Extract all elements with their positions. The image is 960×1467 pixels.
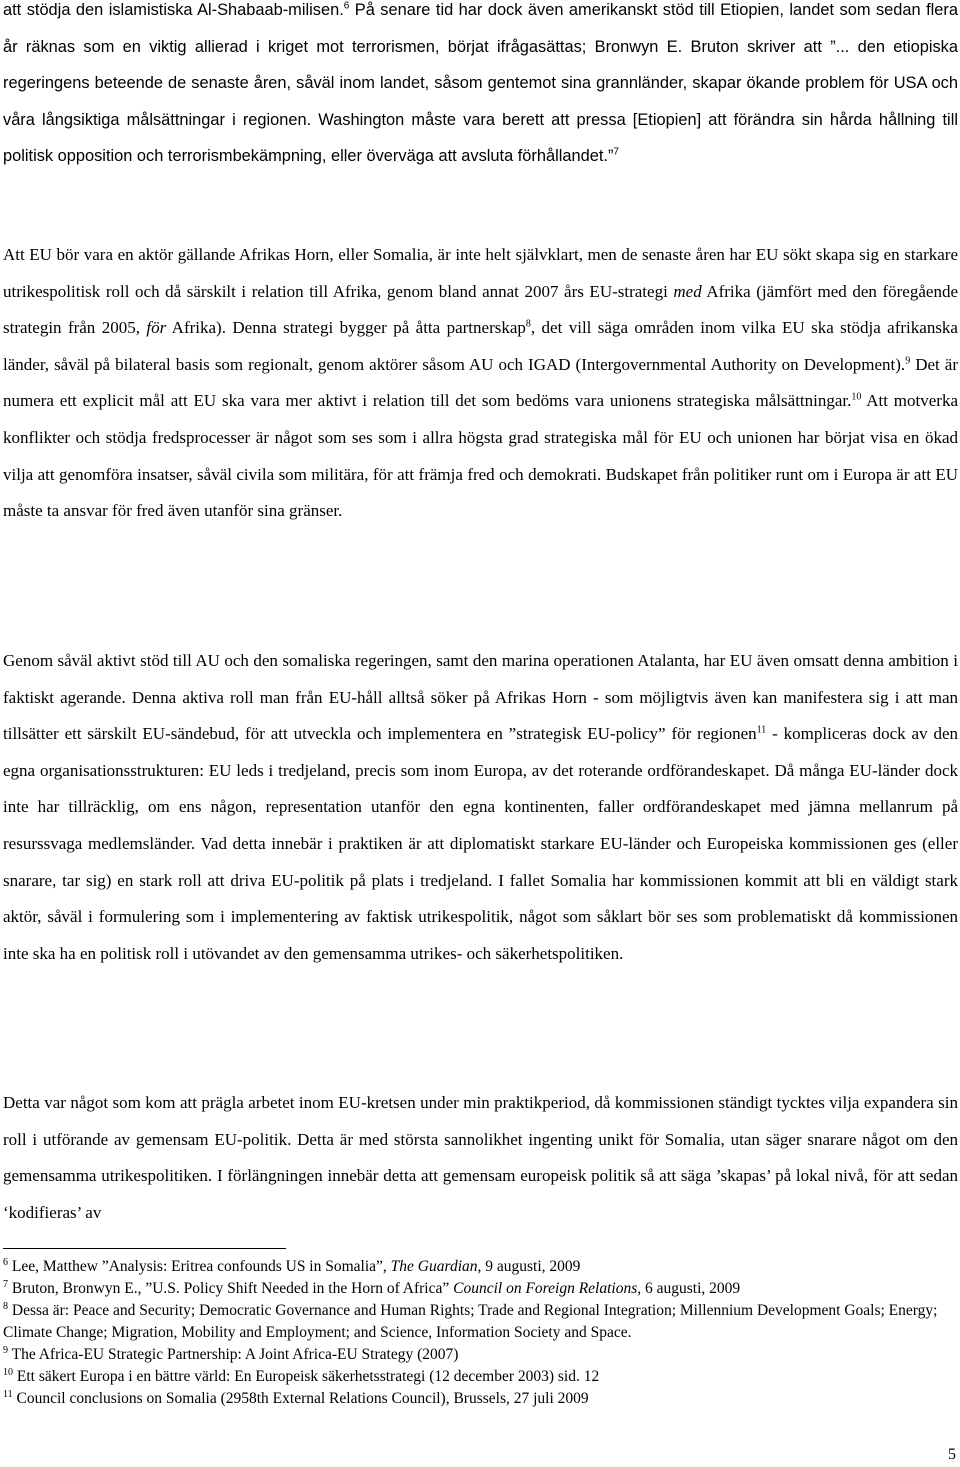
emphasis-med: med <box>673 281 702 301</box>
footnote-ref-9[interactable]: 9 <box>905 355 911 367</box>
footnote-number: 11 <box>3 1388 13 1400</box>
footnote-text: The Africa-EU Strategic Partnership: A Joint Africa-EU Strategy (2007) <box>8 1346 459 1363</box>
footnote-number: 10 <box>3 1366 13 1378</box>
paragraph-4-text: Detta var något som kom att prägla arbetet inom EU-kretsen under min praktikperiod, då kommissionen ständigt tycktes vilja expandera sin roll i utförande av gemensam EU-politik. Detta är med största sannolikhet ingenting unikt för Somalia, utan säger snarare något om den gemensamma utrikespolitiken. I förlängningen innebär detta att gemensam europeisk politik så att säga ’skapas’ på lokal nivå, för att sedan ‘kodifieras’ av <box>3 1093 958 1222</box>
footnote-ref-7[interactable]: 7 <box>613 146 619 158</box>
footnote-number: 9 <box>3 1344 8 1356</box>
footnote-9 <box>3 1344 958 1366</box>
paragraph-2-text-a: Att EU bör vara en aktör gällande Afrikas Horn, eller Somalia, är inte helt självklart, men de senaste åren har EU sökt skapa sig en starkare utrikespolitisk roll och då särskilt i relation till Afrika, genom bland annat 2007 års EU-strategi <box>3 245 958 301</box>
paragraph-3-text-a: Genom såväl aktivt stöd till AU och den somaliska regeringen, samt den marina operationen Atalanta, har EU även omsatt denna ambition i faktiskt agerande. Denna aktiva roll man från EU-håll alltså söker på Afrikas Horn - som möjligtvis även kan manifestera sig i att man tillsätter ett särskilt EU-sändebud, för att utveckla och implementera en ”strategisk EU-policy” för regionen <box>3 651 958 744</box>
paragraph-3 <box>3 643 958 972</box>
footnote-11 <box>3 1388 958 1410</box>
footnote-ref-6[interactable]: 6 <box>343 0 350 12</box>
footnote-number: 8 <box>3 1300 8 1312</box>
footnote-text: Lee, Matthew ”Analysis: Eritrea confounds US in Somalia”, <box>8 1258 391 1275</box>
paragraph-4 <box>3 1085 958 1231</box>
paragraph-2-text-d: , det vill säga områden inom vilka EU ska stödja afrikanska länder, såväl på bilateral basis som regionalt, genom aktörer såsom AU och IGAD (Intergovernmental Authority on Development). <box>3 318 958 374</box>
paragraph-2 <box>3 237 958 530</box>
footnote-ref-11[interactable]: 11 <box>756 724 767 736</box>
footnote-10 <box>3 1366 958 1388</box>
footnote-text: Dessa är: Peace and Security; Democratic Governance and Human Rights; Trade and Regional Integration; Millennium Development Goals; Energy; Climate Change; Migration, Mobility and Employment; and Science, Information Society and Space. <box>3 1302 938 1341</box>
footnote-text: Council conclusions on Somalia (2958th External Relations Council), Brussels, 27 juli 2009 <box>12 1390 589 1407</box>
paragraph-1-text-a: att stödja den islamistiska Al-Shabaab-milisen. <box>3 1 344 19</box>
paragraph-2-text-e: Det är numera ett explicit mål att EU ska vara mer aktivt i relation till det som bedöms vara unionens strategiska målsättningar. <box>3 354 958 411</box>
footnote-ref-8[interactable]: 8 <box>525 318 531 330</box>
footnote-number: 7 <box>3 1278 8 1290</box>
paragraph-2-text-c: Afrika). Denna strategi bygger på åtta partnerskap <box>166 318 526 338</box>
paragraph-2-text-b: Afrika (jämfört med den föregående strategin från 2005, <box>3 281 958 338</box>
footnote-number: 6 <box>3 1256 8 1268</box>
footnote-7 <box>3 1278 958 1300</box>
paragraph-1-text-b: På senare tid har dock även amerikanskt stöd till Etiopien, landet som sedan flera år räknas som en viktig allierad i kriget mot terrorismen, börjat ifrågasättas; Bronwyn E. Bruton skriver att ”... den etiopiska regeringens beteende de senaste åren, såväl inom landet, såsom gentemot sina grannländer, skapar ökande problem för USA och våra långsiktiga målsättningar i regionen. Washington måste vara berett att pressa [Etiopien] att förändra sin hårda hållning till politisk opposition och terrorismbekämpning, eller överväga att avsluta förhållandet.” <box>3 1 958 166</box>
page-number: 5 <box>948 1446 956 1463</box>
paragraph-3-text-b: - kompliceras dock av den egna organisationsstrukturen: EU leds i tredjeland, precis som inom Europa, av det roterande ordförandeskapet. Då många EU-länder dock inte har tillräcklig, om ens någon, representation utanför den egna kontinenten, faller ordförandeskapet med jämna mellanrum på resurssvaga medlemsländer. Vad detta innebär i praktiken är att diplomatiskt starkare EU-länder och Europeiska kommissionen ges (eller snarare, tar sig) en stark roll att driva EU-politik på plats i tredjeland. I fallet Somalia har kommissionen kommit att bli en väldigt stark aktör, såväl i formulering som i implementering av faktisk utrikespolitik, något som såklart bör ses som problematiskt då kommissionen inte ska ha en politisk roll i utövandet av den gemensamma utrikes- och säkerhetspolitiken. <box>3 724 958 963</box>
footnote-source-title: Council on Foreign Relations, <box>453 1280 642 1297</box>
footnote-date: 6 augusti, 2009 <box>641 1280 741 1297</box>
paragraph-1 <box>3 0 958 175</box>
footnote-6 <box>3 1256 958 1278</box>
footnote-8 <box>3 1300 958 1344</box>
footnotes <box>3 1256 958 1410</box>
emphasis-for: för <box>146 318 167 338</box>
footnote-separator <box>3 1248 286 1249</box>
footnote-text: Bruton, Bronwyn E., ”U.S. Policy Shift Needed in the Horn of Africa” <box>8 1280 454 1297</box>
footnote-text: Ett säkert Europa i en bättre värld: En Europeisk säkerhetsstrategi (12 december 2003) sid. 12 <box>13 1368 600 1385</box>
paragraph-2-text-f: Att motverka konflikter och stödja fredsprocesser är något som ses som i allra högsta grad strategiska mål för EU och unionen har börjat visa en ökad vilja att genomföra insatser, såväl civila som militära, för att främja fred och demokrati. Budskapet från politiker runt om i Europa är att EU måste ta ansvar för fred även utanför sina gränser. <box>3 391 959 521</box>
footnote-ref-10[interactable]: 10 <box>851 391 862 403</box>
footnote-date: , 9 augusti, 2009 <box>477 1258 581 1275</box>
footnote-source-title: The Guardian <box>390 1258 478 1275</box>
